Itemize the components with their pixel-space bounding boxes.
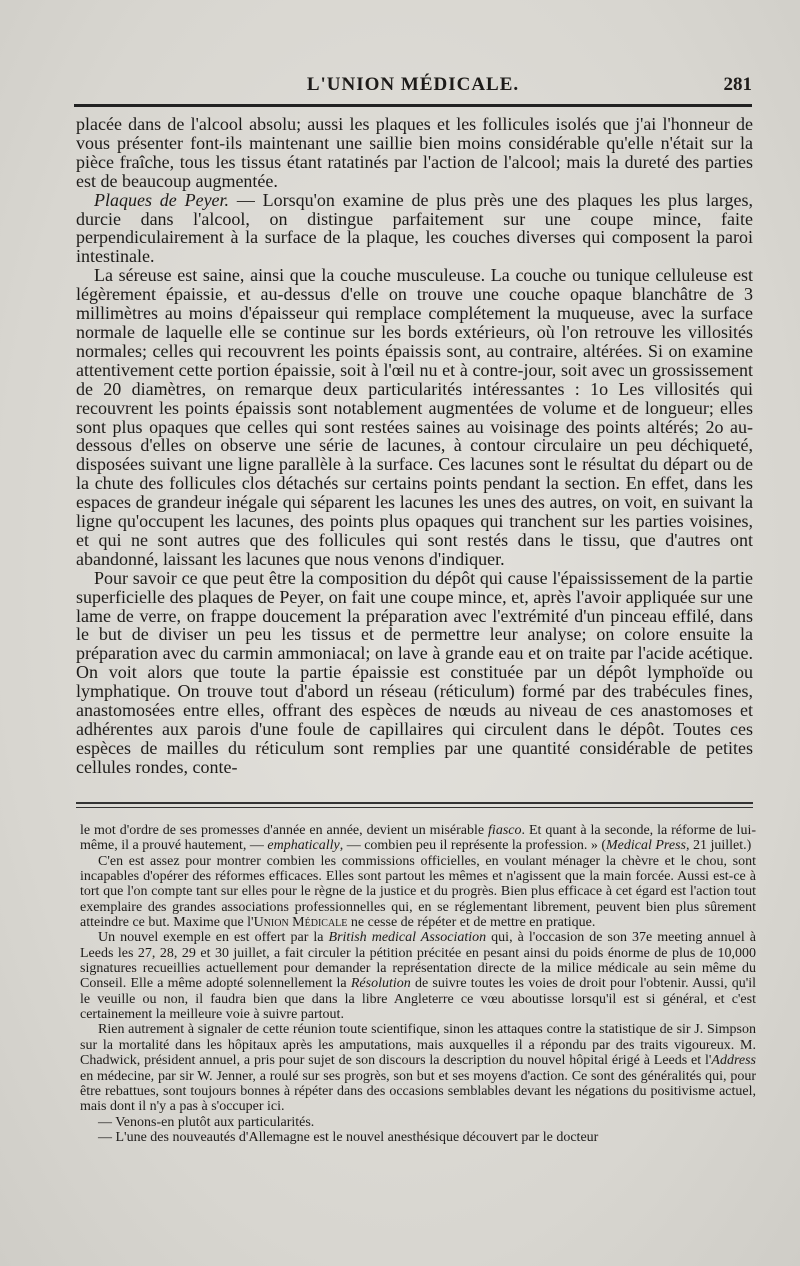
feuilleton-text — [80, 823, 756, 1145]
note-text: . Et quant à la seconde, la réforme de lui-même, il a prouvé hautement, — — [80, 823, 756, 854]
paragraph-2 — [76, 191, 753, 267]
paragraph-4: Pour savoir ce que peut être la composition du dépôt qui cause l'épaississement de la partie superficielle des plaques de Peyer, on fait une coupe mince, et, après l'avoir appliquée sur une lame de verre, on frappe doucement la préparation avec l'extrémité d'un pinceau effilé, dans le but de diviser un peu les tissus et de permettre leur analyse; on colore ensuite la préparation avec du carmin ammoniacal; on lave à grande eau et on traite par l'acide acétique. On voit alors que toute la partie épaissie est constituée par un dépôt lymphoïde ou lymphatique. On trouve tout d'abord un réseau (réticulum) formé par des trabécules fines, anastomosées entre elles, offrant des espèces de nœuds au niveau de ces anastomoses et adhérentes aux parois d'une foule de capillaires qui circulent dans le dépôt. Toutes ces espèces de mailles du réticulum sont remplies par une quantité considérable de petites cellules rondes, conte- — [76, 567, 753, 777]
note-italic: Medical Press — [606, 838, 686, 854]
note-text: Rien autrement à signaler de cette réunion toute scientifique, sinon les attaques contre la statistique de sir J. Simpson sur la mortalité dans les hôpitaux après les amputations, mais auxquelles il a répondu par des traits vigoureux. M. Chadwick, président annuel, a pris pour sujet de son discours la description du nouvel hôpital érigé à Leeds et l' — [80, 1022, 756, 1069]
note-text: C'en est assez pour montrer combien les commissions officielles, en voulant ménager la chèvre et le chou, sont incapables d'opérer des réformes efficaces. Elles sont partout les mêmes et n'agissent que la main forcée. Aussi est-ce à tort que l'on compte tant sur elles pour le règne de la justice et du progrès. Bien plus efficace à cet égard est l'action tout exemplaire des grandes associations professionnelles qui, en se réglementant librement, peuvent bien plus sûrement atteindre ce but. Maxime que l' — [80, 853, 756, 931]
note-text: de suivre toutes les voies de droit pour l'obtenir. Aussi, qu'il le veuille ou non, il faudra bien que dans la libre Angleterre ce vœu aboutisse lorsqu'il est si général, et c'est certainement la meilleure voie à suivre partout. — [80, 976, 757, 1023]
main-text — [76, 115, 753, 777]
note-text: le mot d'ordre de ses promesses d'année en année, devient un misérable — [80, 823, 489, 838]
note-italic: Address — [711, 1053, 756, 1069]
page-number: 281 — [723, 74, 752, 95]
note-small-caps: Union Médicale — [253, 915, 348, 931]
note-text: , — combien peu il représente la profession. » ( — [339, 838, 607, 854]
journal-title: L'UNION MÉDICALE. — [306, 74, 520, 95]
note-paragraph-1 — [80, 823, 756, 854]
note-paragraph-2 — [80, 854, 756, 931]
note-italic: British medical Association — [328, 930, 487, 946]
note-paragraph-3 — [80, 930, 756, 1022]
note-italic: fiasco — [488, 823, 522, 838]
footnote-separator — [76, 802, 753, 808]
note-italic: Résolution — [350, 976, 411, 992]
note-text: ne cesse de répéter et de mettre en pratique. — [347, 915, 596, 931]
note-text: Un nouvel exemple en est offert par la — [98, 930, 329, 946]
running-header — [74, 74, 752, 100]
note-text: , 21 juillet.) — [685, 838, 752, 854]
note-italic: emphatically — [267, 838, 340, 854]
paragraph-2-text: — Lorsqu'on examine de plus près une des plaques les plus larges, durcie dans l'alcool, on distingue parfaitement sur une coupe mince, faite perpendiculairement à la surface de la plaque, les couches diverses qui composent la paroi intestinale. — [76, 189, 754, 267]
header-rule — [74, 104, 752, 107]
paragraph-3: La séreuse est saine, ainsi que la couche musculeuse. La couche ou tunique celluleuse est légèrement épaissie, et au-dessus d'elle on trouve une couche opaque blanchâtre de 3 millimètres au moins d'épaisseur qui remplace complétement la muqueuse, avec la surface normale de laquelle elle se continue sur les bords extérieurs, où l'on retrouve les villosités normales; celles qui recouvrent les points épaissis sont, au contraire, altérées. Si on examine attentivement cette portion épaissie, soit à l'œil nu et à contre-jour, soit avec un grossissement de 20 diamètres, on remarque deux particularités intéressantes : 1o Les villosités qui recouvrent les points épaissis sont notablement augmentées de volume et de longueur; elles sont plus opaques que celles qui sont restées saines au voisinage des points altérés; 2o au-dessous d'elles on observe une série de lacunes, à contour circulaire un peu déchiqueté, disposées suivant une ligne parallèle à la surface. Ces lacunes sont le résultat du départ ou de la chute des follicules clos détachés sur certains points pendant la section. En effet, dans les espaces de grandeur inégale qui séparent les lacunes les unes des autres, on voit, en suivant la ligne qu'occupent les lacunes, des points plus opaques qui tranchent sur les parties voisines, et qui ne sont autres que des follicules qui sont restés dans le tissu, que d'autres ont abandonné, laissant les lacunes que nous venons d'indiquer. — [76, 265, 753, 569]
section-heading: Plaques de Peyer. — [94, 189, 230, 210]
note-paragraph-4 — [80, 1022, 756, 1114]
note-paragraph-5: — Venons-en plutôt aux particularités. — [98, 1114, 315, 1130]
note-text: qui, à l'occasion de son 37e meeting annuel à Leeds les 27, 28, 29 et 30 juillet, a fait circuler la pétition précitée en pesant ainsi du poids énorme de plus de 10,000 signatures recueillies actuellement pour demander la représentation directe de la milice médicale au sein même du Conseil. Elle a même adopté solennellement la — [80, 930, 757, 992]
paragraph-1: placée dans de l'alcool absolu; aussi les plaques et les follicules isolés que j'ai l'honneur de vous présenter font-ils maintenant une saillie bien moins considérable qu'elle n'était sur la pièce fraîche, tous les tissus étant ratatinés par l'action de l'alcool; mais la dureté des parties est de beaucoup augmentée. — [76, 114, 753, 191]
note-paragraph-6: — L'une des nouveautés d'Allemagne est le nouvel anesthésique découvert par le docteur — [98, 1129, 599, 1145]
note-text: en médecine, par sir W. Jenner, a roulé sur ses progrès, son but et ses moyens d'action. Ce sont des généralités qui, pour être rebattues, sont toujours bonnes à répéter dans des occasions semblables devant les négations du positivisme actuel, mais dont il n'y a pas à s'occuper ici. — [80, 1068, 756, 1115]
